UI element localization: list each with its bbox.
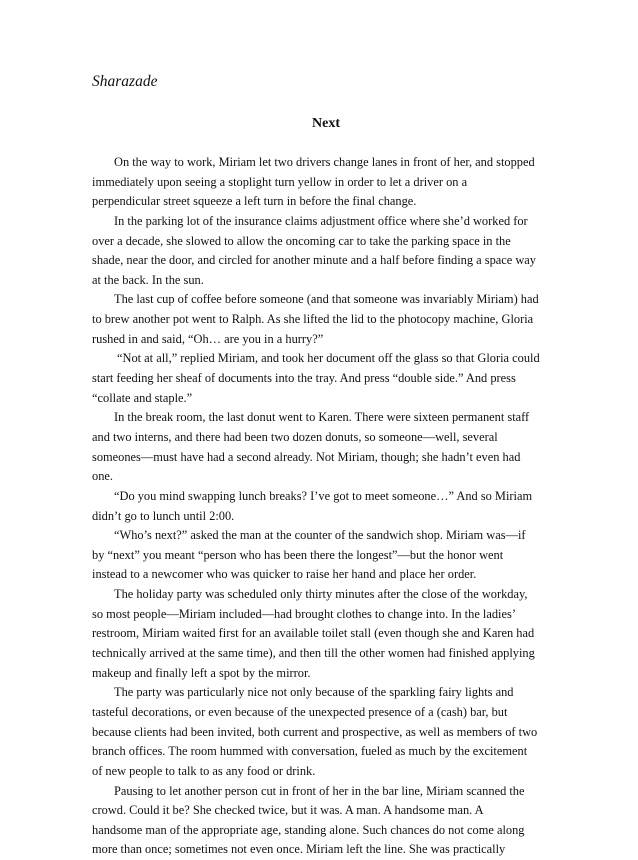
body-line: tasteful decorations, or even because of the unexpected presence of a (cash) bar, but xyxy=(92,704,508,719)
body-line: by “next” you meant “person who has been there the longest”—but the honor went xyxy=(92,547,504,562)
body-line: branch offices. The room hummed with conversation, fueled as much by the excitement xyxy=(92,744,528,759)
body-line: so most people—Miriam included—had brought clothes to change into. In the ladies’ xyxy=(92,606,516,621)
story-title xyxy=(0,114,638,134)
body-line: technically arrived at the same time), and then till the other women had finished applying xyxy=(92,646,535,661)
body-line: crowd. Could it be? She checked twice, but it was. A man. A handsome man. A xyxy=(92,803,484,818)
body-line: immediately upon seeing a stoplight turn yellow in order to let a driver on a xyxy=(92,174,468,189)
body-line: “Do you mind swapping lunch breaks? I’ve got to meet someone…” And so Miriam xyxy=(114,488,533,503)
body-line: perpendicular street squeeze a left turn in before the final change. xyxy=(92,194,417,209)
body-line: at the back. In the sun. xyxy=(92,272,204,287)
running-header: Sharazade xyxy=(92,73,158,90)
body-line: In the parking lot of the insurance claims adjustment office where she’d worked for xyxy=(114,213,528,228)
body-line: In the break room, the last donut went to Karen. There were sixteen permanent staff xyxy=(114,410,530,425)
body-line: “Not at all,” replied Miriam, and took her document off the glass so that Gloria could xyxy=(117,351,540,366)
body-line: to brew another pot went to Ralph. As she lifted the lid to the photocopy machine, Gloria xyxy=(92,312,534,327)
body-line: Pausing to let another person cut in front of her in the bar line, Miriam scanned the xyxy=(114,783,525,798)
body-line: instead to a newcomer who was quicker to raise her hand and place her order. xyxy=(92,567,477,582)
body-line: over a decade, she slowed to allow the oncoming car to take the parking space in the xyxy=(92,233,511,248)
body-line: didn’t go to lunch until 2:00. xyxy=(92,508,235,523)
body-line: one. xyxy=(92,469,113,484)
body-line: and two interns, and there had been two dozen donuts, so someone—well, several xyxy=(92,429,498,444)
body-line: of new people to talk to as any food or drink. xyxy=(92,763,316,778)
body-line: The last cup of coffee before someone (and that someone was invariably Miriam) had xyxy=(114,292,539,307)
body-line: shade, near the door, and circled for another minute and a half before finding a space way xyxy=(92,253,536,268)
body-line: The party was particularly nice not only because of the sparkling fairy lights and xyxy=(114,685,514,700)
body-line: The holiday party was scheduled only thirty minutes after the close of the workday, xyxy=(114,587,528,602)
body-line: rushed in and said, “Oh… are you in a hurry?” xyxy=(92,331,324,346)
body-line: handsome man of the appropriate age, standing alone. Such chances do not come along xyxy=(92,822,525,837)
body-line: someones—must have had a second already. Not Miriam, though; she hadn’t even had xyxy=(92,449,521,464)
body-line: because clients had been invited, both current and prospective, as well as members of two xyxy=(92,724,538,739)
body-line: start feeding her sheaf of documents into the tray. And press “double side.” And press xyxy=(92,371,516,386)
story-title-text: Next xyxy=(312,116,340,131)
story-body xyxy=(92,153,548,860)
body-line: “collate and staple.” xyxy=(92,390,193,405)
body-line: “Who’s next?” asked the man at the counter of the sandwich shop. Miriam was—if xyxy=(114,528,526,543)
body-line: restroom, Miriam waited first for an available toilet stall (even though she and Karen had xyxy=(92,626,535,641)
body-line: more than once; sometimes not even once. Miriam left the line. She was practically xyxy=(92,842,506,857)
body-line: On the way to work, Miriam let two drivers change lanes in front of her, and stopped xyxy=(114,155,535,169)
body-line: makeup and finally left a spot by the mirror. xyxy=(92,665,311,680)
